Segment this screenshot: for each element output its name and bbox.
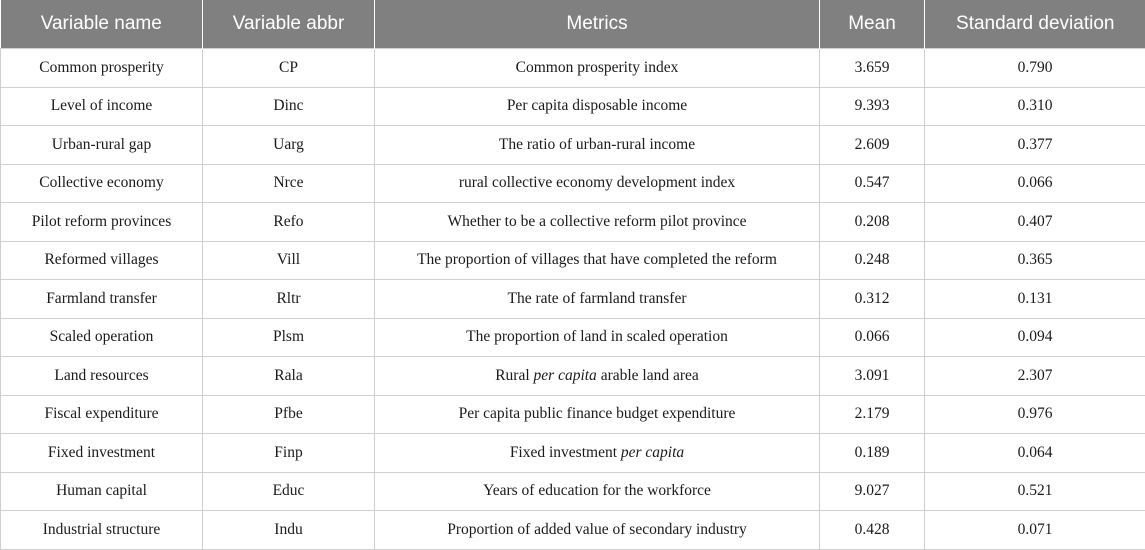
cell-variable-name: Level of income (1, 87, 203, 126)
cell-variable-name: Reformed villages (1, 241, 203, 280)
header-standard-deviation: Standard deviation (925, 0, 1145, 49)
cell-std: 2.307 (925, 357, 1145, 396)
cell-metric: rural collective economy development index (375, 164, 820, 203)
cell-variable-name: Land resources (1, 357, 203, 396)
table-row (1, 472, 1145, 511)
cell-variable-abbr: Refo (203, 203, 375, 242)
cell-mean: 2.179 (820, 395, 925, 434)
cell-metric: Proportion of added value of secondary industry (375, 511, 820, 550)
cell-mean: 0.547 (820, 164, 925, 203)
cell-mean: 0.189 (820, 434, 925, 473)
cell-variable-abbr: Pfbe (203, 395, 375, 434)
table-row (1, 511, 1145, 550)
cell-variable-name: Collective economy (1, 164, 203, 203)
cell-variable-name: Common prosperity (1, 49, 203, 88)
table-row (1, 395, 1145, 434)
cell-std: 0.976 (925, 395, 1145, 434)
cell-mean: 9.027 (820, 472, 925, 511)
cell-variable-abbr: CP (203, 49, 375, 88)
cell-metric: Common prosperity index (375, 49, 820, 88)
header-mean: Mean (820, 0, 925, 49)
cell-metric: Years of education for the workforce (375, 472, 820, 511)
header-row (1, 0, 1145, 49)
table-row (1, 49, 1145, 88)
cell-variable-abbr: Educ (203, 472, 375, 511)
cell-metric: The ratio of urban-rural income (375, 126, 820, 165)
cell-mean: 3.659 (820, 49, 925, 88)
header-variable-abbr: Variable abbr (203, 0, 375, 49)
cell-mean: 0.428 (820, 511, 925, 550)
table-row (1, 357, 1145, 396)
cell-std: 0.790 (925, 49, 1145, 88)
cell-std: 0.066 (925, 164, 1145, 203)
cell-std: 0.094 (925, 318, 1145, 357)
cell-variable-abbr: Rltr (203, 280, 375, 319)
table-header (1, 0, 1145, 49)
cell-mean: 3.091 (820, 357, 925, 396)
cell-variable-abbr: Indu (203, 511, 375, 550)
cell-variable-name: Fixed investment (1, 434, 203, 473)
table-row (1, 318, 1145, 357)
cell-std: 0.365 (925, 241, 1145, 280)
cell-variable-abbr: Finp (203, 434, 375, 473)
cell-mean: 0.208 (820, 203, 925, 242)
cell-metric: Rural per capita arable land area (375, 357, 820, 396)
cell-metric: The rate of farmland transfer (375, 280, 820, 319)
header-variable-name: Variable name (1, 0, 203, 49)
cell-variable-name: Human capital (1, 472, 203, 511)
cell-metric: The proportion of land in scaled operation (375, 318, 820, 357)
cell-metric: The proportion of villages that have completed the reform (375, 241, 820, 280)
cell-std: 0.310 (925, 87, 1145, 126)
cell-mean: 2.609 (820, 126, 925, 165)
table-row (1, 164, 1145, 203)
cell-metric: Per capita disposable income (375, 87, 820, 126)
cell-variable-abbr: Uarg (203, 126, 375, 165)
cell-std: 0.377 (925, 126, 1145, 165)
cell-std: 0.407 (925, 203, 1145, 242)
cell-variable-name: Pilot reform provinces (1, 203, 203, 242)
table-row (1, 87, 1145, 126)
cell-variable-name: Industrial structure (1, 511, 203, 550)
cell-metric: Whether to be a collective reform pilot province (375, 203, 820, 242)
header-metrics: Metrics (375, 0, 820, 49)
cell-std: 0.521 (925, 472, 1145, 511)
cell-variable-name: Scaled operation (1, 318, 203, 357)
cell-mean: 0.066 (820, 318, 925, 357)
cell-variable-abbr: Plsm (203, 318, 375, 357)
cell-variable-abbr: Dinc (203, 87, 375, 126)
cell-metric: Fixed investment per capita (375, 434, 820, 473)
cell-std: 0.131 (925, 280, 1145, 319)
cell-variable-abbr: Nrce (203, 164, 375, 203)
cell-mean: 9.393 (820, 87, 925, 126)
cell-variable-abbr: Vill (203, 241, 375, 280)
table-row (1, 203, 1145, 242)
table-body (1, 49, 1145, 550)
cell-variable-name: Fiscal expenditure (1, 395, 203, 434)
table-row (1, 434, 1145, 473)
cell-std: 0.064 (925, 434, 1145, 473)
cell-metric: Per capita public finance budget expenditure (375, 395, 820, 434)
cell-variable-name: Farmland transfer (1, 280, 203, 319)
table-row (1, 126, 1145, 165)
cell-variable-name: Urban-rural gap (1, 126, 203, 165)
table-row (1, 241, 1145, 280)
table-row (1, 280, 1145, 319)
cell-mean: 0.312 (820, 280, 925, 319)
cell-mean: 0.248 (820, 241, 925, 280)
cell-variable-abbr: Rala (203, 357, 375, 396)
cell-std: 0.071 (925, 511, 1145, 550)
